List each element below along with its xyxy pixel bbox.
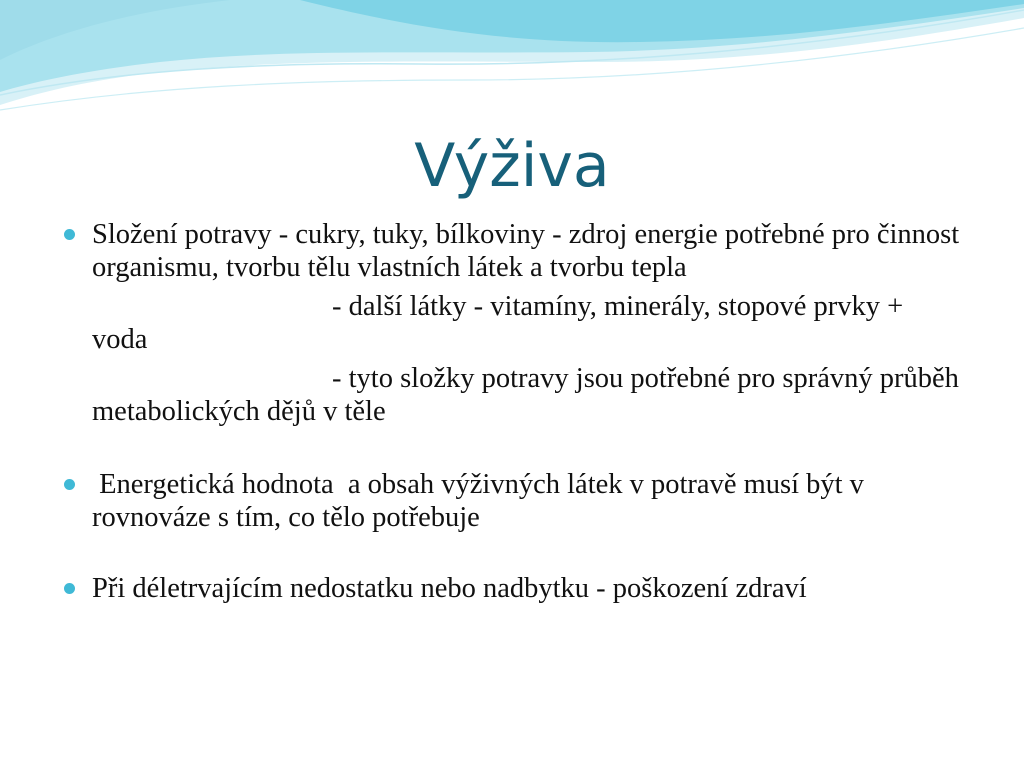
slide-title: Výživa bbox=[414, 131, 610, 201]
sub-item-2 bbox=[62, 362, 962, 428]
bullet-item-2 bbox=[62, 468, 962, 534]
bullet-dot-icon bbox=[64, 229, 75, 240]
bullet-dot-icon bbox=[64, 583, 75, 594]
bullet-dot-icon bbox=[64, 479, 75, 490]
sub-item-text: - další látky - vitamíny, minerály, stopové prvky + voda bbox=[92, 291, 904, 355]
sub-item-1 bbox=[62, 290, 962, 356]
bullet-text: Energetická hodnota a obsah výživných látek v potravě musí být v rovnováze s tím, co tělo potřebuje bbox=[92, 469, 872, 533]
bullet-item-1 bbox=[62, 218, 962, 284]
header-wave-decoration bbox=[0, 0, 1024, 130]
bullet-text: Složení potravy - cukry, tuky, bílkoviny - zdroj energie potřebné pro činnost organismu, tvorbu tělu vlastních látek a tvorbu tepla bbox=[92, 219, 960, 283]
sub-item-text: - tyto složky potravy jsou potřebné pro správný průběh metabolických dějů v těle bbox=[92, 363, 959, 427]
bullet-item-3 bbox=[62, 572, 962, 605]
bullet-text: Při déletrvajícím nedostatku nebo nadbytku - poškození zdraví bbox=[92, 573, 807, 604]
slide-body bbox=[62, 218, 962, 605]
